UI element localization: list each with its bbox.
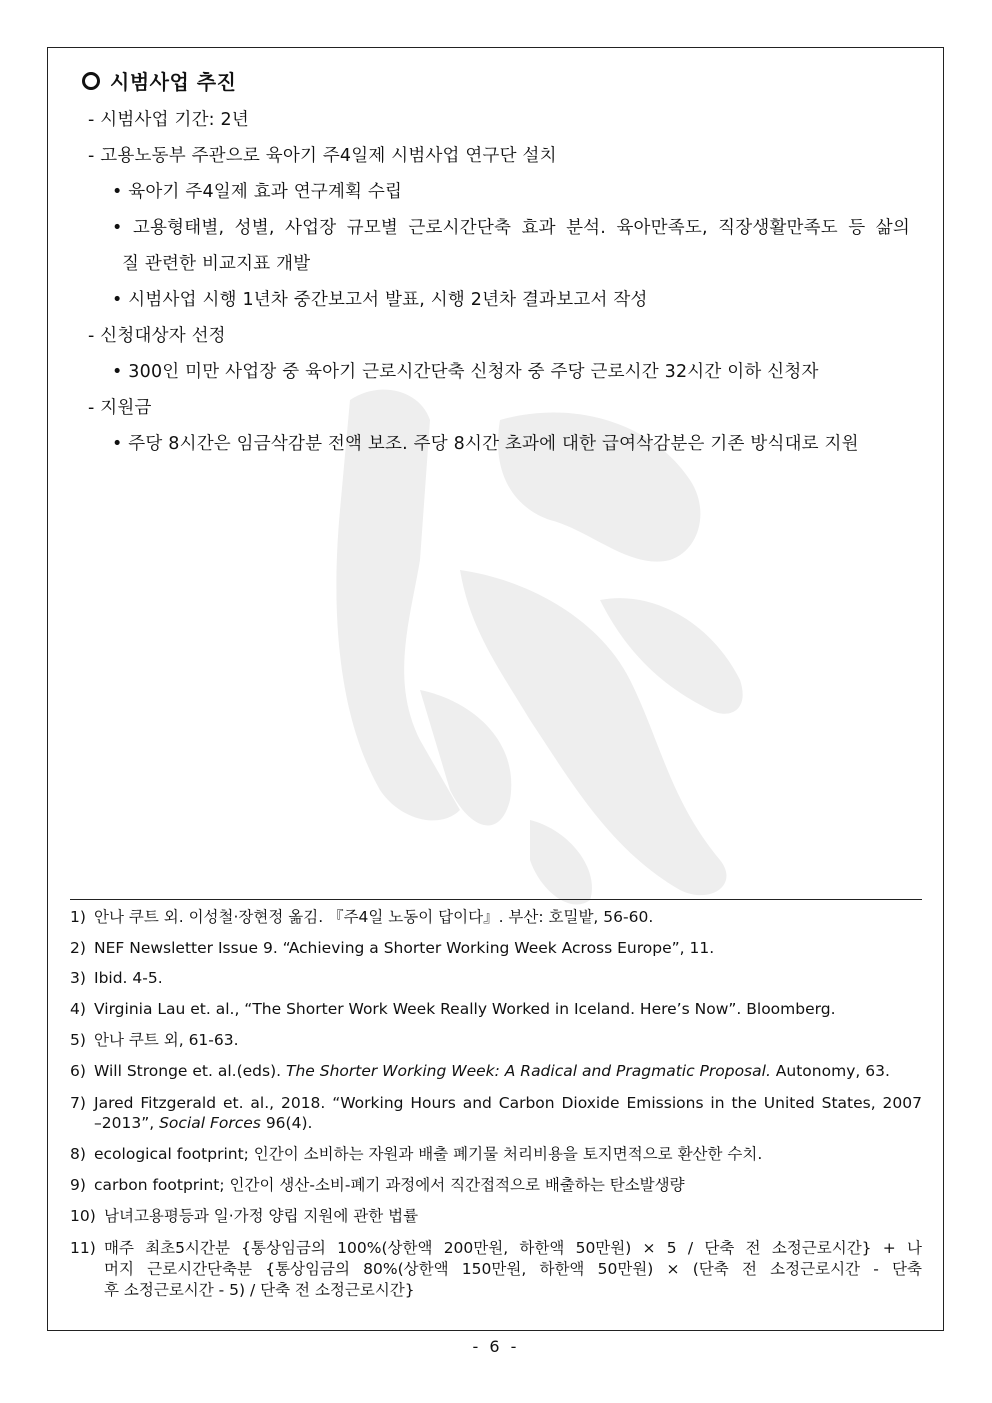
- footnote-text: carbon footprint; 인간이 생산-소비-폐기 과정에서 직간접적으로 배출하는 탄소발생량: [94, 1176, 685, 1194]
- footnote-text-line2: 머지 근로시간단축분 {통상임금의 80%(상한액 150만원, 하한액 50만원) × (단축 전 소정근로시간 - 단축: [104, 1260, 922, 1278]
- sub-item-analysis-line2: 질 관련한 비교지표 개발: [122, 254, 311, 274]
- footnote-number: 3): [70, 969, 86, 987]
- footnote-text-post: Autonomy, 63.: [770, 1062, 890, 1080]
- footnote-text-line1: 매주 최초5시간분 {통상임금의 100%(상한액 200만원, 하한액 50만원) × 5 / 단축 전 소정근로시간} + 나: [104, 1239, 922, 1257]
- hollow-circle-bullet-icon: [82, 72, 100, 90]
- section-title-text: 시범사업 추진: [110, 70, 237, 94]
- footnote-2: [70, 938, 714, 959]
- footnote-11-cont-1: [104, 1259, 922, 1280]
- footnote-1: [70, 907, 653, 928]
- footnote-9: [70, 1175, 685, 1196]
- footnote-text: 남녀고용평등과 일·가정 양립 지원에 관한 법률: [104, 1207, 419, 1225]
- footnote-5: [70, 1030, 239, 1051]
- footnote-10: [70, 1206, 418, 1227]
- list-item-research-group: - 고용노동부 주관으로 육아기 주4일제 시범사업 연구단 설치: [88, 146, 557, 166]
- footnote-text-post: 96(4).: [260, 1114, 313, 1132]
- footnote-text: Virginia Lau et. al., “The Shorter Work Week Really Worked in Iceland. Here’s Now”. Bloomberg.: [94, 1000, 836, 1018]
- footnote-11-cont-2: [104, 1280, 415, 1301]
- footnote-number: 1): [70, 908, 86, 926]
- footnote-8: [70, 1144, 762, 1165]
- page-number: - 6 -: [472, 1337, 520, 1356]
- footnote-number: 4): [70, 1000, 86, 1018]
- footnote-4: [70, 999, 836, 1020]
- footnote-number: 6): [70, 1062, 86, 1080]
- footnote-text-line1: Jared Fitzgerald et. al., 2018. “Working Hours and Carbon Dioxide Emissions in the United States, 2007: [94, 1094, 922, 1112]
- footnote-text: NEF Newsletter Issue 9. “Achieving a Shorter Working Week Across Europe”, 11.: [94, 939, 715, 957]
- footnote-text-italic: The Shorter Working Week: A Radical and Pragmatic Proposal.: [286, 1062, 771, 1080]
- footnote-text-italic: Social Forces: [159, 1114, 261, 1132]
- footnote-3: [70, 968, 163, 989]
- footnote-number: 9): [70, 1176, 86, 1194]
- sub-item-research-plan: • 육아기 주4일제 효과 연구계획 수립: [112, 182, 403, 202]
- footnote-text-line3: 후 소정근로시간 - 5) / 단축 전 소정근로시간}: [104, 1281, 415, 1299]
- list-item-subsidy: - 지원금: [88, 398, 152, 418]
- footnote-text-pre: –2013”,: [94, 1114, 160, 1132]
- footnote-number: 10): [70, 1207, 96, 1225]
- list-item-applicant-selection: - 신청대상자 선정: [88, 326, 226, 346]
- footnote-text: Ibid. 4-5.: [94, 969, 163, 987]
- footnote-11: [70, 1238, 922, 1259]
- section-title: [82, 66, 236, 95]
- footnote-7: [70, 1093, 922, 1114]
- footnote-7-cont: [94, 1113, 312, 1134]
- footnote-text-pre: Will Stronge et. al.(eds).: [94, 1062, 286, 1080]
- sub-item-applicant-criteria: • 300인 미만 사업장 중 육아기 근로시간단축 신청자 중 주당 근로시간 32시간 이하 신청자: [112, 362, 819, 382]
- footnote-text: ecological footprint; 인간이 소비하는 자원과 배출 폐기물 처리비용을 토지면적으로 환산한 수치.: [94, 1145, 763, 1163]
- footnote-divider: [70, 899, 922, 900]
- footnote-text: 안나 쿠트 외. 이성철·장현정 옮김. 『주4일 노동이 답이다』. 부산: 호밀밭, 56-60.: [94, 908, 654, 926]
- footnote-text: 안나 쿠트 외, 61-63.: [94, 1031, 239, 1049]
- sub-item-reports: • 시범사업 시행 1년차 중간보고서 발표, 시행 2년차 결과보고서 작성: [112, 290, 648, 310]
- footnote-number: 2): [70, 939, 86, 957]
- sub-item-analysis-line1: • 고용형태별, 성별, 사업장 규모별 근로시간단축 효과 분석. 육아만족도, 직장생활만족도 등 삶의: [112, 218, 910, 238]
- sub-item-subsidy-detail: • 주당 8시간은 임금삭감분 전액 보조. 주당 8시간 초과에 대한 급여삭감분은 기존 방식대로 지원: [112, 434, 859, 454]
- footnote-number: 11): [70, 1239, 96, 1257]
- footnote-number: 8): [70, 1145, 86, 1163]
- footnote-6: [70, 1061, 890, 1082]
- footnote-number: 7): [70, 1094, 86, 1112]
- list-item-period: - 시범사업 기간: 2년: [88, 110, 249, 130]
- footnote-number: 5): [70, 1031, 86, 1049]
